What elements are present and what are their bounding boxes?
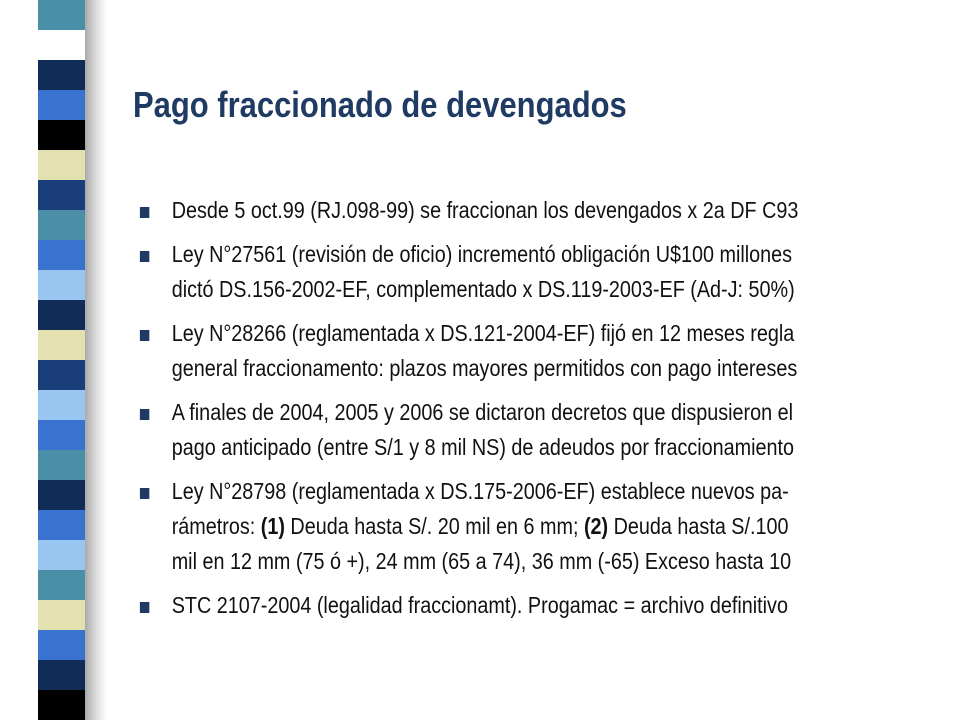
stripe-segment	[38, 600, 85, 630]
bullet-item	[133, 193, 933, 228]
square-bullet-icon	[140, 207, 149, 218]
stripe-shadow	[85, 0, 107, 720]
bullet-text: mil en 12 mm (75 ó +), 24 mm (65 a 74), 36 mm (-65) Exceso hasta 10	[171, 548, 792, 574]
square-bullet-icon	[140, 488, 149, 499]
stripe-segment	[38, 60, 85, 90]
bullet-text: Ley N°28266 (reglamentada x DS.121-2004-EF) fijó en 12 meses regla	[171, 320, 795, 346]
bullet-text: dictó DS.156-2002-EF, complementado x DS.119-2003-EF (Ad-J: 50%)	[171, 276, 795, 302]
bullet-list	[133, 193, 933, 632]
bullet-text: Ley N°28798 (reglamentada x DS.175-2006-EF) establece nuevos pa-	[171, 478, 789, 504]
bold-marker: (1)	[260, 513, 285, 539]
bullet-text: Ley N°27561 (revisión de oficio) incrementó obligación U$100 millones	[171, 241, 793, 267]
bullet-item	[133, 395, 933, 465]
stripe-segment	[38, 570, 85, 600]
bullet-item	[133, 588, 933, 623]
bold-marker: (2)	[583, 513, 609, 539]
bullet-text: Desde 5 oct.99 (RJ.098-99) se fraccionan los devengados x 2a DF C93	[171, 197, 799, 223]
stripe-segment	[38, 690, 85, 720]
stripe-segment	[38, 420, 85, 450]
stripe-segment	[38, 30, 85, 60]
text-run: Deuda hasta S/. 20 mil en 6 mm;	[284, 513, 584, 539]
square-bullet-icon	[140, 251, 149, 262]
stripe-segment	[38, 390, 85, 420]
stripe-segment	[38, 630, 85, 660]
stripe-segment	[38, 480, 85, 510]
stripe-segment	[38, 450, 85, 480]
stripe-segment	[38, 180, 85, 210]
text-run: rámetros:	[171, 513, 261, 539]
stripe-segment	[38, 300, 85, 330]
stripe-segment	[38, 360, 85, 390]
stripe-segment	[38, 330, 85, 360]
square-bullet-icon	[140, 409, 149, 420]
slide-title: Pago fraccionado de devengados	[133, 84, 627, 125]
stripe-segment	[38, 270, 85, 300]
bullet-item	[133, 474, 933, 579]
bullet-item	[133, 316, 933, 386]
stripe-segment	[38, 90, 85, 120]
stripe-segment	[38, 540, 85, 570]
bullet-text: A finales de 2004, 2005 y 2006 se dictaron decretos que dispusieron el	[171, 399, 794, 425]
stripe-segment	[38, 0, 85, 30]
bullet-text-mixed	[172, 509, 933, 544]
bullet-text: STC 2107-2004 (legalidad fraccionamt). Progamac = archivo definitivo	[171, 592, 788, 618]
text-run: Deuda hasta S/.100	[608, 513, 789, 539]
square-bullet-icon	[140, 330, 149, 341]
stripe-segment	[38, 510, 85, 540]
stripe-segment	[38, 150, 85, 180]
stripe-segment	[38, 210, 85, 240]
stripe-segment	[38, 120, 85, 150]
decorative-stripe-bar	[38, 0, 85, 720]
bullet-item	[133, 237, 933, 307]
bullet-text: pago anticipado (entre S/1 y 8 mil NS) de adeudos por fraccionamiento	[171, 434, 795, 460]
square-bullet-icon	[140, 602, 149, 613]
stripe-segment	[38, 660, 85, 690]
stripe-segment	[38, 240, 85, 270]
bullet-text: general fraccionamento: plazos mayores permitidos con pago intereses	[171, 355, 798, 381]
